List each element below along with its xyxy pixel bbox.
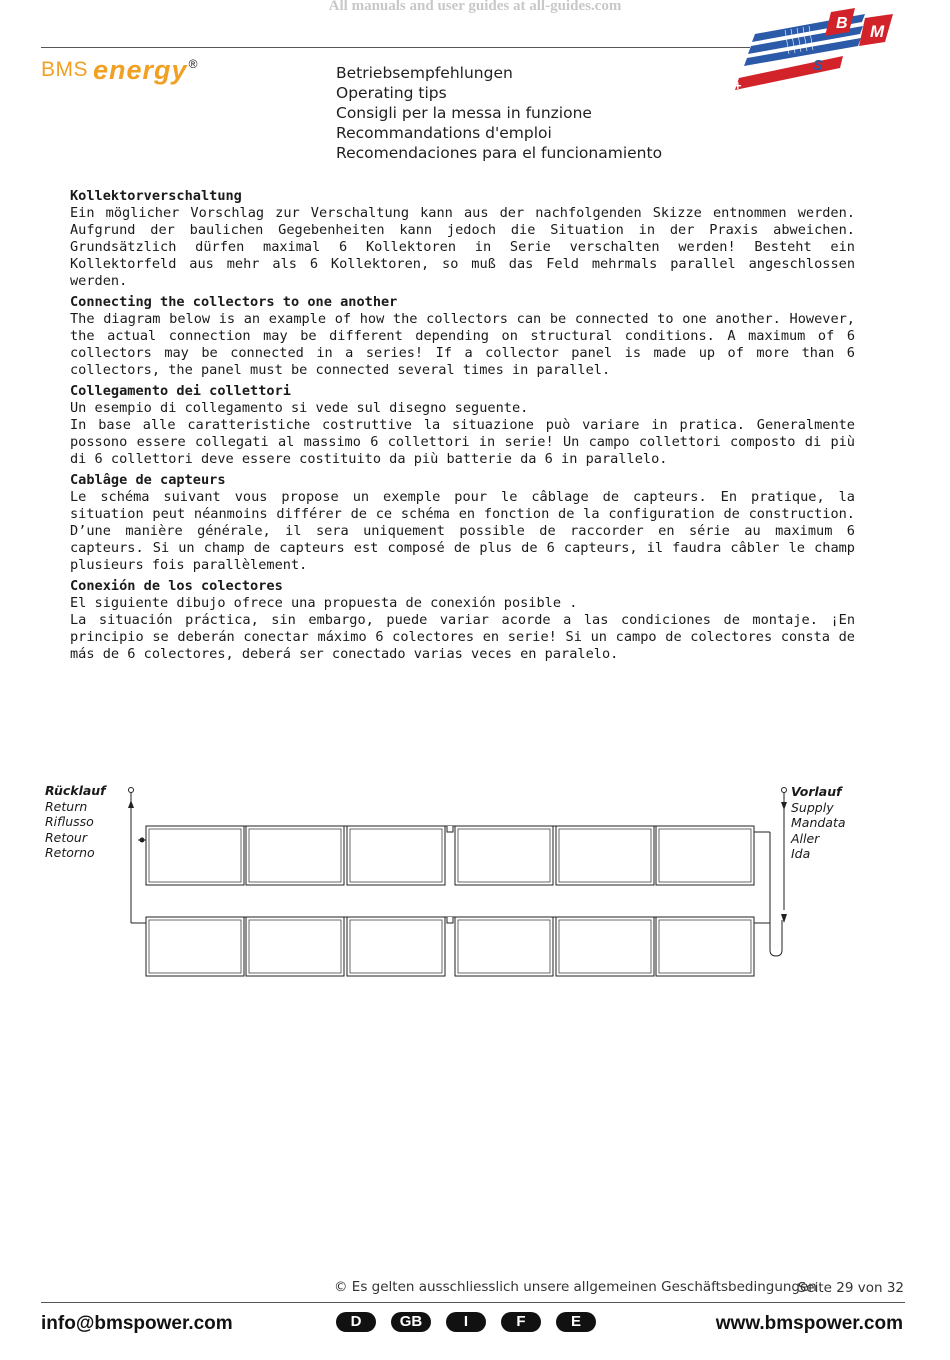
language-badges [336, 1312, 596, 1332]
solar-collector [455, 826, 553, 885]
solar-collector [146, 826, 244, 885]
solar-collector [347, 826, 445, 885]
section-body: Le schéma suivant vous propose un exemple pour le câblage de capteurs. En pratique, la situation peut néanmoins différer de ce schéma en fonction de la configuration de construction. D’une manière générale, il sera uniquement possible de raccorder en série au maximum 6 capteurs. Si un champ de capteurs est composé de plus de 6 capteurs, il faudra câbler le champ plusieurs fois parallèlement. [70, 489, 855, 573]
return-pipe [131, 790, 146, 923]
section-es [70, 577, 855, 663]
supply-label: Ida [791, 846, 811, 861]
section-fr [70, 471, 855, 574]
return-label: Retour [45, 829, 87, 845]
section-body: El siguiente dibujo ofrece una propuesta de conexión posible . La situación práctica, sin embargo, puede variar acorde a las condiciones de montaje. ¡En principio se deberán conectar máximo 6 colectores en serie! Si un campo de colectores consta de más de 6 colectores, deberá ser conectado varias veces en paralelo. [70, 595, 855, 662]
language-badge-gb: GB [391, 1312, 431, 1332]
language-badge-d: D [336, 1312, 376, 1332]
header-title: Recommandations d'emploi [336, 124, 552, 142]
brand-bms: BMS [41, 58, 89, 81]
content [70, 187, 855, 666]
supply-labels [791, 784, 846, 862]
header-title: Operating tips [336, 84, 447, 102]
logo-letter-s: S [813, 57, 824, 74]
return-label: Rücklauf [45, 783, 106, 798]
brand-energy: energy [93, 55, 188, 85]
section-heading: Conexión de los colectores [70, 578, 283, 594]
solar-collector [455, 917, 553, 976]
brand-logo [41, 55, 198, 89]
bms-swiss-logo [725, 8, 905, 98]
watermark: All manuals and user guides at all-guides.com [328, 0, 622, 14]
return-labels [45, 783, 106, 861]
supply-label: Supply [791, 799, 834, 815]
header-titles [336, 63, 716, 161]
logo-letter-m: M [870, 22, 885, 41]
expansion-loop [447, 917, 453, 923]
return-label: Retorno [45, 845, 95, 860]
section-en [70, 293, 855, 379]
solar-collector [246, 917, 344, 976]
language-badge-i: I [446, 1312, 486, 1332]
solar-collector [556, 826, 654, 885]
section-heading: Connecting the collectors to one another [70, 294, 398, 310]
brand-registered: ® [188, 57, 198, 71]
section-heading: Collegamento dei collettori [70, 383, 291, 399]
section-de [70, 187, 855, 290]
solar-collector [146, 917, 244, 976]
logo-swiss-cross: + [734, 78, 742, 93]
language-badge-e: E [556, 1312, 596, 1332]
header-title: Recomendaciones para el funcionamiento [336, 144, 663, 161]
solar-collector [656, 826, 754, 885]
page-number: Seite 29 von 32 [797, 1280, 904, 1296]
contact-email: info@bmspower.com [41, 1313, 233, 1334]
section-heading: Cablâge de capteurs [70, 472, 226, 488]
language-badge-f: F [501, 1312, 541, 1332]
section-heading: Kollektorverschaltung [70, 188, 242, 204]
header-rule [41, 47, 750, 48]
solar-collector [556, 917, 654, 976]
header-title: Betriebsempfehlungen [336, 64, 513, 82]
supply-label: Aller [791, 830, 820, 846]
terms-notice: © Es gelten ausschliesslich unsere allgemeinen Geschäftsbedingungen [334, 1279, 817, 1295]
section-it [70, 382, 855, 468]
return-label: Return [45, 798, 88, 814]
collector-wiring-diagram [40, 780, 870, 990]
footer-rule [41, 1302, 905, 1303]
section-body: The diagram below is an example of how the collectors can be connected to one another. However, the actual connection may be different depending on structural conditions. A maximum of 6 collectors may be connected in a series! If a collector panel is made up of more than 6 collectors, the panel must be connected several times in parallel. [70, 311, 855, 378]
return-label: Riflusso [45, 814, 94, 829]
supply-pipe [754, 790, 784, 956]
header-title: Consigli per la messa in funzione [336, 104, 592, 122]
solar-collector [246, 826, 344, 885]
supply-label: Vorlauf [791, 784, 842, 799]
supply-label: Mandata [791, 815, 846, 830]
solar-collector [347, 917, 445, 976]
solar-collector [656, 917, 754, 976]
logo-letter-b: B [836, 15, 848, 32]
section-body: Un esempio di collegamento si vede sul disegno seguente. In base alle caratteristiche costruttive la situazione può variare in pratica. Generalmente possono essere collegati al massimo 6 collettori in serie! Un campo collettori composto di più di 6 collettori deve essere costituito da più batterie da 6 in parallelo. [70, 400, 855, 467]
website-link: www.bmspower.com [715, 1313, 903, 1334]
collector-array [146, 826, 754, 976]
section-body: Ein möglicher Vorschlag zur Verschaltung kann aus der nachfolgenden Skizze entnommen werden. Aufgrund der baulichen Gegebenheiten kann jedoch die Situation in der Praxis abweichen. Grundsätzlich dürfen maximal 6 Kollektoren in Serie verschalten werden! Besteht ein Kollektorfeld aus mehr als 6 Kollektoren, so muß das Feld mehrmals parallel angeschlossen werden. [70, 205, 855, 289]
expansion-loop [447, 826, 453, 832]
